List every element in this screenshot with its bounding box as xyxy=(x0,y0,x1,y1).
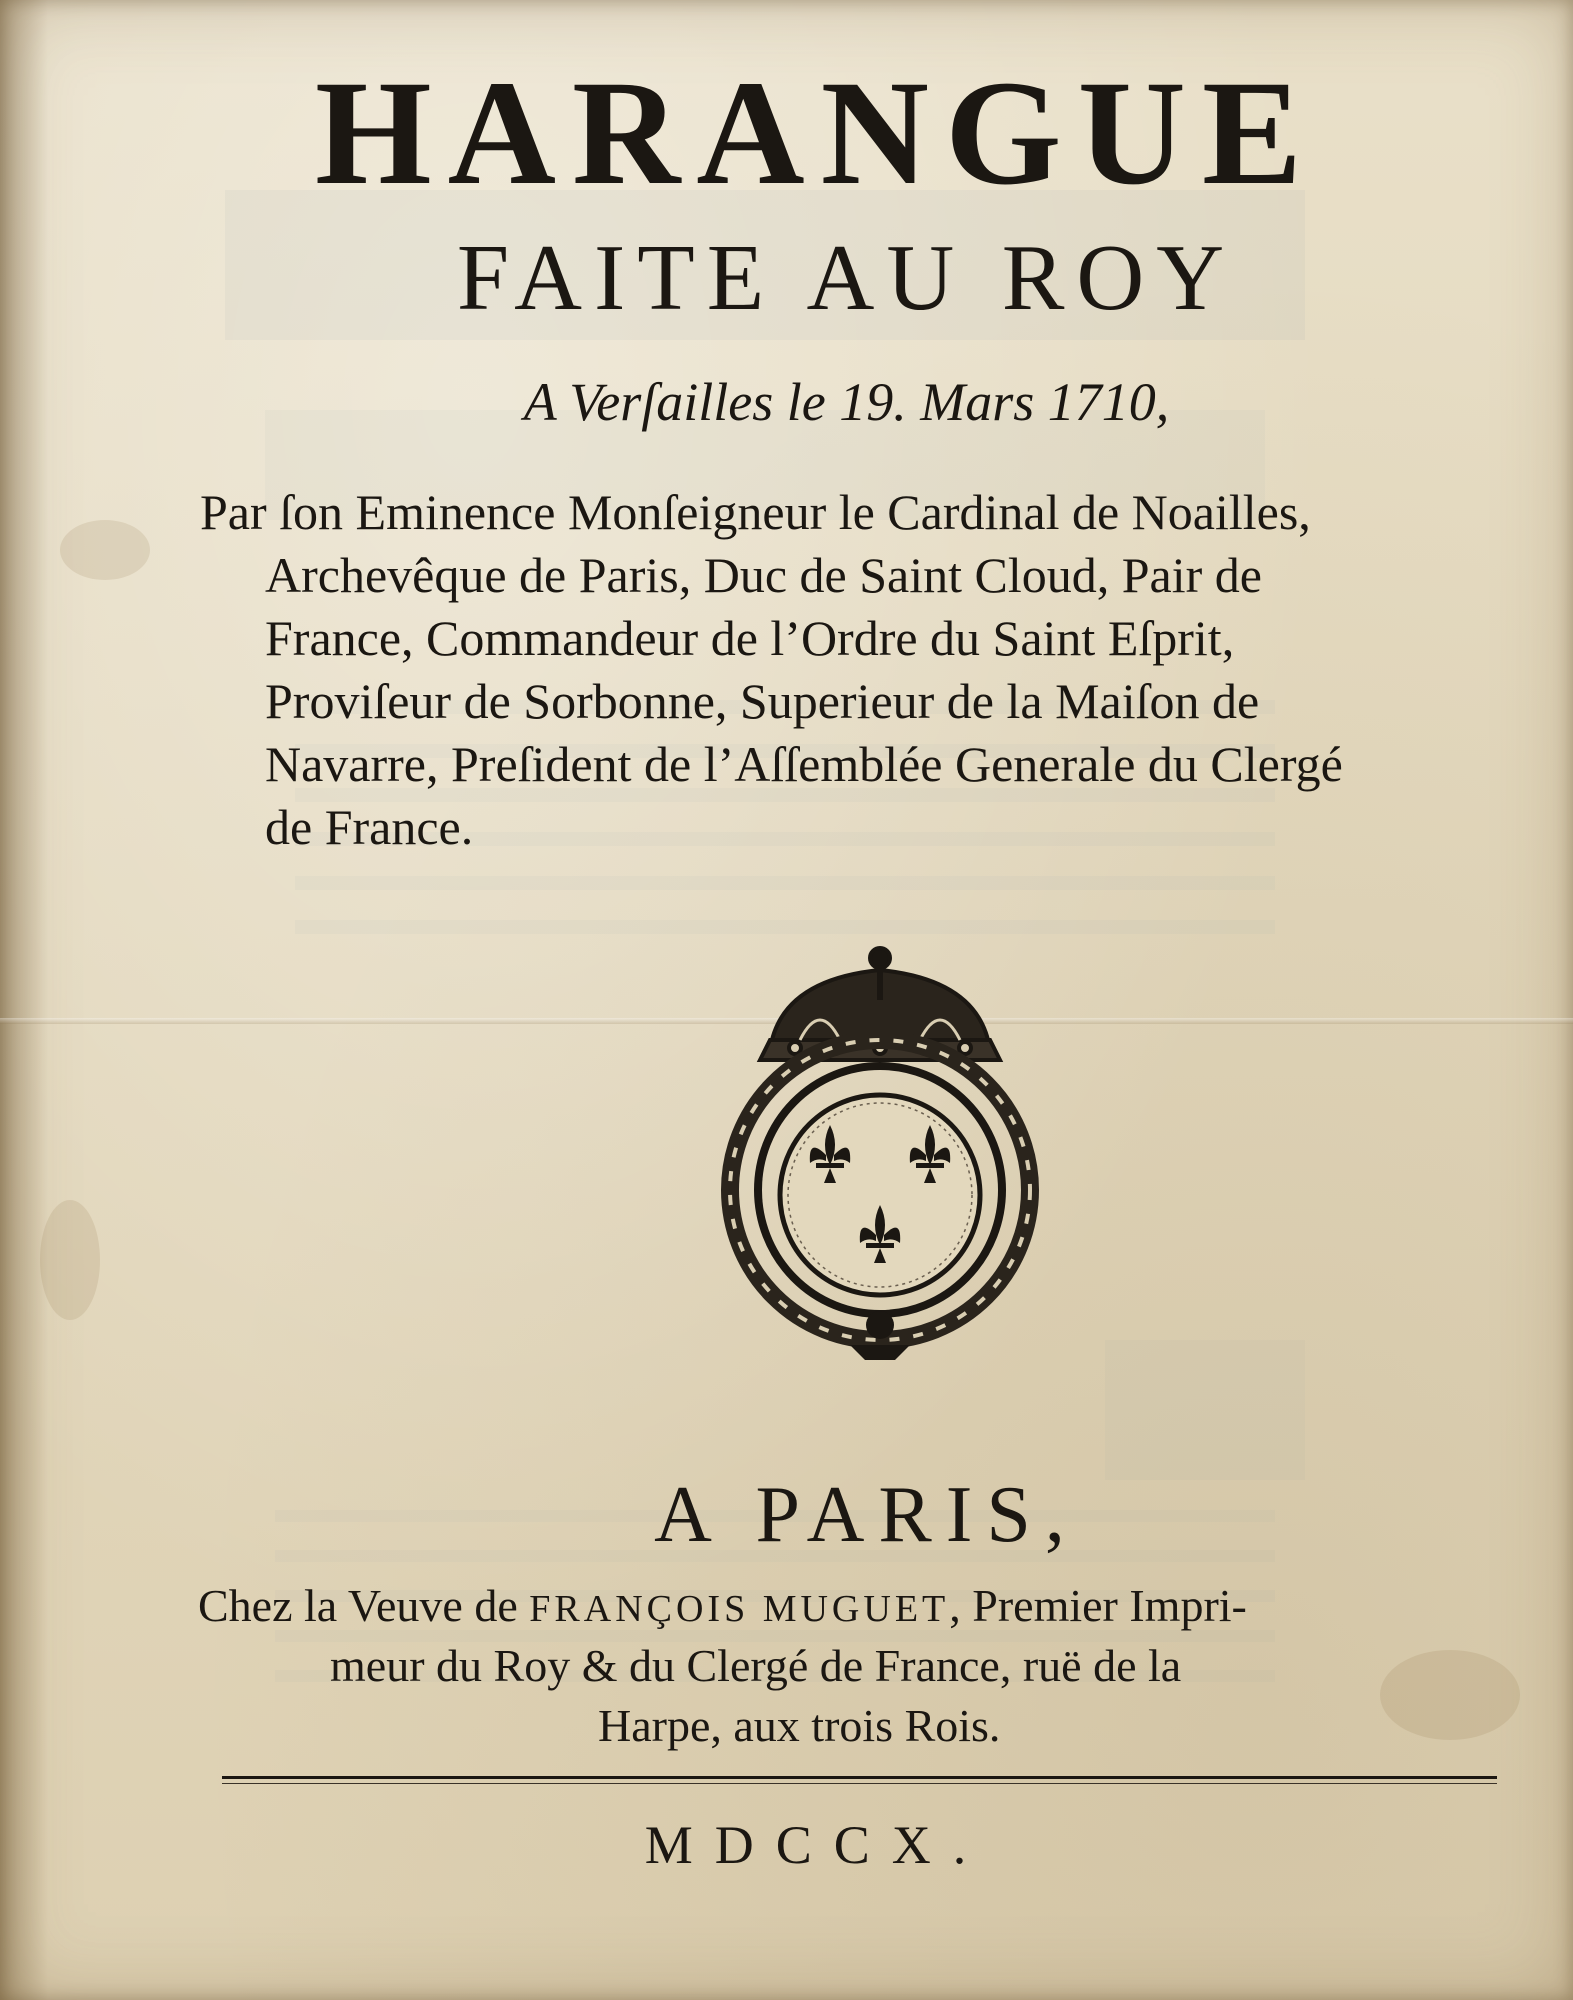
dedication-line: Navarre, Preſident de l’Aſſemblée Generale du Clergé xyxy=(265,736,1343,792)
imprint-city: A PARIS, xyxy=(654,1471,1079,1559)
imprint-line xyxy=(198,1578,1247,1637)
dedication-line: France, Commandeur de l’Ordre du Saint Eſprit, xyxy=(265,610,1235,666)
dateline: A Verſailles le 19. Mars 1710, xyxy=(523,372,1170,432)
dedication-line: Proviſeur de Sorbonne, Superieur de la Maiſon de xyxy=(265,673,1260,729)
stain xyxy=(1380,1650,1520,1740)
divider-rule xyxy=(222,1776,1497,1779)
publication-year: MDCCX. xyxy=(644,1815,989,1875)
divider-rule xyxy=(222,1783,1497,1784)
subtitle: FAITE AU ROY xyxy=(456,226,1237,330)
main-title: HARANGUE xyxy=(314,50,1319,216)
imprint-text: , Premier Impri- xyxy=(949,1580,1247,1631)
imprint-text: Chez la Veuve de xyxy=(198,1580,530,1631)
printer-name: FRANÇOIS MUGUET xyxy=(529,1588,950,1630)
dedication-line: de France. xyxy=(265,799,474,855)
dedication-line: Archevêque de Paris, Duc de Saint Cloud, Pair de xyxy=(265,547,1262,603)
dedication-line: Par ſon Eminence Monſeigneur le Cardinal de Noailles, xyxy=(200,484,1311,540)
royal-coat-of-arms-icon xyxy=(700,940,1060,1360)
imprint-line: Harpe, aux trois Rois. xyxy=(598,1700,1001,1751)
stain xyxy=(60,520,150,580)
stain xyxy=(40,1200,100,1320)
imprint-line: meur du Roy & du Clergé de France, ruë de la xyxy=(330,1640,1182,1691)
